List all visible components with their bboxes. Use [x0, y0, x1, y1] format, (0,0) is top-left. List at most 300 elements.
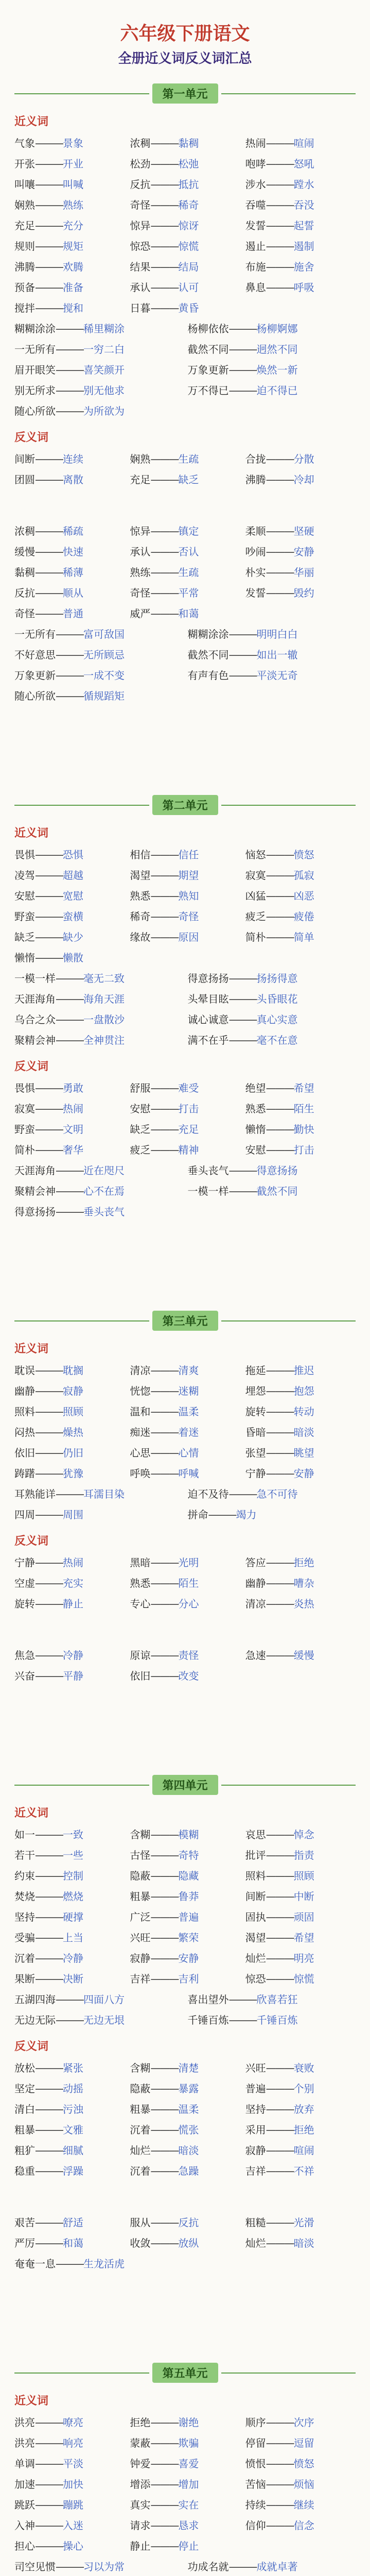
- paired-word: 生疏: [178, 453, 199, 465]
- unit-header: [14, 1775, 356, 1795]
- word: 喜出望外: [187, 1993, 229, 2006]
- word: 依旧: [14, 1447, 35, 1459]
- word: 顺序: [245, 2416, 266, 2429]
- word-pair: [14, 1162, 183, 1179]
- word-pair: [130, 1403, 240, 1420]
- word-pair: [14, 2080, 125, 2097]
- word: 拼命: [187, 1509, 208, 1521]
- paired-word: 平常: [178, 587, 199, 599]
- word: 叫嚷: [14, 178, 35, 191]
- unit-badge: 第一单元: [152, 83, 218, 104]
- word: 耽误: [14, 1364, 35, 1377]
- paired-word: 污浊: [63, 2103, 83, 2115]
- pair-dash: ———: [56, 364, 83, 376]
- paired-word: 毫不在意: [256, 1034, 298, 1046]
- pair-dash: ———: [35, 1649, 63, 1662]
- paired-word: 隐藏: [178, 1870, 199, 1882]
- word: 惊异: [130, 219, 151, 232]
- word-pair: [130, 1668, 240, 1684]
- word-pair: [188, 2558, 356, 2575]
- paired-word: 明亮: [293, 1952, 314, 1964]
- pair-dash: ———: [266, 2237, 294, 2249]
- paired-word: 信任: [178, 849, 199, 861]
- pair-dash: ———: [150, 566, 179, 579]
- paired-word: 光滑: [293, 2216, 314, 2229]
- paired-word: 欣喜若狂: [256, 1993, 298, 2006]
- word-pair: [188, 970, 356, 987]
- word: 热闹: [245, 137, 266, 149]
- word-pair: [130, 2414, 240, 2431]
- word-pair: [130, 1929, 240, 1946]
- word-pair: [130, 2060, 240, 2076]
- pair-dash: ———: [150, 1828, 179, 1841]
- paired-word: 华丽: [293, 566, 314, 579]
- pair-dash: ———: [150, 910, 179, 923]
- pair-dash: ———: [266, 1082, 294, 1094]
- pair-dash: ———: [150, 2458, 179, 2470]
- word-pair: [14, 2558, 183, 2575]
- word-pair: [14, 991, 183, 1007]
- word: 聚精会神: [14, 1034, 56, 1046]
- paired-word: 推迟: [293, 1364, 314, 1377]
- word-pair: [14, 1826, 125, 1843]
- idiom-grid: [14, 2558, 356, 2576]
- word: 功成名就: [187, 2561, 229, 2573]
- paired-word: 黏稠: [178, 137, 199, 149]
- word: 粗暴: [130, 2103, 151, 2115]
- word-pair: [188, 1991, 356, 2008]
- word: 疲乏: [245, 910, 266, 923]
- word: 娴熟: [14, 199, 35, 211]
- paired-word: 和蔼: [63, 2237, 83, 2249]
- paired-word: 燥热: [63, 1426, 83, 1438]
- pair-dash: ———: [150, 473, 179, 486]
- paired-word: 冷静: [63, 1952, 83, 1964]
- pair-dash: ———: [228, 649, 257, 661]
- pair-dash: ———: [266, 2144, 294, 2157]
- word-pair: [245, 279, 356, 296]
- paired-word: 眺望: [293, 1447, 314, 1459]
- word: 团圆: [14, 473, 35, 486]
- word-pair: [245, 2455, 356, 2472]
- pair-dash: ———: [228, 1013, 257, 1026]
- paired-word: 上当: [63, 1931, 83, 1944]
- paired-word: 慌张: [178, 2124, 199, 2136]
- paired-word: 反抗: [178, 2216, 199, 2229]
- pair-dash: ———: [266, 1556, 294, 1569]
- word: 得意扬扬: [14, 1206, 56, 1218]
- word-pair: [130, 1826, 240, 1843]
- word: 咆哮: [245, 158, 266, 170]
- section-gap: [14, 492, 356, 523]
- pair-dash: ———: [266, 2437, 294, 2449]
- pair-dash: ———: [35, 2082, 63, 2095]
- pair-dash: ———: [56, 628, 83, 640]
- word-pair: [245, 1554, 356, 1571]
- paired-word: 熟练: [63, 199, 83, 211]
- word-pair: [14, 647, 183, 663]
- paired-word: 逗留: [293, 2437, 314, 2449]
- word: 结果: [130, 261, 151, 273]
- pair-dash: ———: [35, 546, 63, 558]
- paired-word: 模糊: [178, 1828, 199, 1841]
- word-pair: [130, 888, 240, 904]
- word-pair: [14, 1868, 125, 1884]
- word: 奄奄一息: [14, 2258, 56, 2270]
- word-grid: [14, 135, 356, 316]
- paired-word: 暴露: [178, 2082, 199, 2095]
- pair-dash: ———: [35, 607, 63, 620]
- pair-dash: ———: [266, 240, 294, 252]
- word-pair: [188, 382, 356, 399]
- paired-word: 和蔼: [178, 607, 199, 620]
- word-pair: [245, 2476, 356, 2493]
- word-pair: [245, 2060, 356, 2076]
- paired-word: 普遍: [178, 1911, 199, 1923]
- word-pair: [245, 135, 356, 151]
- word-pair: [188, 991, 356, 1007]
- word: 稳重: [14, 2165, 35, 2177]
- category-label: 反义词: [14, 1535, 49, 1548]
- pair-dash: ———: [150, 1911, 179, 1923]
- pair-dash: ———: [56, 690, 83, 702]
- word-pair: [14, 362, 183, 378]
- word: 凶猛: [245, 890, 266, 902]
- paired-word: 孤寂: [293, 869, 314, 882]
- word: 规则: [14, 240, 35, 252]
- unit-section: [14, 1775, 356, 2272]
- word: 寂静: [130, 1952, 151, 1964]
- pair-dash: ———: [35, 473, 63, 486]
- paired-word: 繁荣: [178, 1931, 199, 1944]
- word: 遏止: [245, 240, 266, 252]
- word-pair: [14, 523, 125, 539]
- paired-word: 景象: [63, 137, 83, 149]
- word-pair: [245, 238, 356, 255]
- pair-dash: ———: [35, 2540, 63, 2552]
- pair-dash: ———: [35, 1144, 63, 1156]
- pair-dash: ———: [228, 1034, 257, 1046]
- word: 反抗: [130, 178, 151, 191]
- paired-word: 转动: [293, 1405, 314, 1418]
- pair-dash: ———: [266, 931, 294, 943]
- paired-word: 信念: [293, 2519, 314, 2532]
- word: 跳跃: [14, 2499, 35, 2511]
- pair-dash: ———: [35, 1828, 63, 1841]
- pair-dash: ———: [266, 1849, 294, 1861]
- paired-word: 头昏眼花: [256, 993, 298, 1005]
- word: 涉水: [245, 178, 266, 191]
- category-label: 反义词: [14, 2040, 49, 2053]
- word-pair: [188, 1011, 356, 1028]
- word-pair: [188, 1032, 356, 1048]
- divider-line: [221, 1785, 356, 1786]
- word: 耳熟能详: [14, 1488, 56, 1500]
- pair-dash: ———: [266, 2478, 294, 2490]
- word-pair: [130, 1445, 240, 1461]
- pair-dash: ———: [150, 1144, 179, 1156]
- word: 间断: [245, 1890, 266, 1903]
- word: 吉祥: [245, 2165, 266, 2177]
- category-label: 反义词: [14, 1060, 49, 1073]
- pair-dash: ———: [266, 2103, 294, 2115]
- word-pair: [130, 1868, 240, 1884]
- paired-word: 周围: [63, 1509, 83, 1521]
- paired-word: 稀奇: [178, 199, 199, 211]
- word: 粗糙: [245, 2216, 266, 2229]
- word-pair: [14, 451, 125, 467]
- page-title: 六年级下册语文: [120, 23, 250, 44]
- word: 真实: [130, 2499, 151, 2511]
- paired-word: 分心: [178, 1598, 199, 1610]
- word: 隐蔽: [130, 2082, 151, 2095]
- word-pair: [14, 1929, 125, 1946]
- paired-word: 普通: [63, 607, 83, 620]
- word: 搅拌: [14, 302, 35, 314]
- idiom-grid: [14, 1162, 356, 1220]
- word: 愤恨: [245, 2458, 266, 2470]
- word: 吉祥: [130, 1973, 151, 1985]
- paired-word: 缺少: [63, 931, 83, 943]
- word-pair: [130, 544, 240, 560]
- word: 吞噬: [245, 199, 266, 211]
- word: 坚持: [14, 1911, 35, 1923]
- unit-gap: [14, 1224, 356, 1296]
- word-pair: [130, 867, 240, 884]
- word: 昏暗: [245, 1426, 266, 1438]
- word: 日暮: [130, 302, 151, 314]
- word: 拒绝: [130, 2416, 151, 2429]
- paired-word: 喜爱: [178, 2458, 199, 2470]
- word-pair: [14, 156, 125, 172]
- word-pair: [14, 176, 125, 193]
- word-pair: [14, 1486, 183, 1502]
- paired-word: 缺乏: [178, 473, 199, 486]
- word: 广泛: [130, 1911, 151, 1923]
- paired-word: 懒散: [63, 952, 83, 964]
- word-pair: [130, 1383, 240, 1399]
- word: 威严: [130, 607, 151, 620]
- paired-word: 连续: [63, 453, 83, 465]
- word-pair: [14, 259, 125, 275]
- word: 不好意思: [14, 649, 56, 661]
- pair-dash: ———: [266, 2165, 294, 2177]
- word-pair: [245, 1847, 356, 1863]
- word: 发誓: [245, 219, 266, 232]
- category-label: 近义词: [14, 827, 49, 840]
- paired-word: 毁约: [293, 587, 314, 599]
- pair-dash: ———: [35, 1890, 63, 1903]
- pair-dash: ———: [35, 931, 63, 943]
- word-pair: [245, 451, 356, 467]
- word: 发誓: [245, 587, 266, 599]
- paired-word: 奇特: [178, 1849, 199, 1861]
- category-label: 近义词: [14, 115, 49, 128]
- word: 旋转: [245, 1405, 266, 1418]
- pair-dash: ———: [150, 1577, 179, 1589]
- word-pair: [245, 156, 356, 172]
- pair-dash: ———: [35, 261, 63, 273]
- pair-dash: ———: [35, 1870, 63, 1882]
- paired-word: 难受: [178, 1082, 199, 1094]
- word-pair: [130, 1424, 240, 1440]
- paired-word: 一穷二白: [83, 343, 125, 355]
- word-pair: [14, 1403, 125, 1420]
- word-pair: [188, 341, 356, 358]
- pair-dash: ———: [150, 2519, 179, 2532]
- word: 沉着: [130, 2124, 151, 2136]
- word-pair: [14, 382, 183, 399]
- word-pair: [130, 1950, 240, 1967]
- pair-dash: ———: [266, 2416, 294, 2429]
- pair-dash: ———: [228, 1164, 257, 1177]
- paired-word: 温柔: [178, 1405, 199, 1418]
- word-pair: [245, 2414, 356, 2431]
- pair-dash: ———: [35, 1082, 63, 1094]
- paired-word: 拒绝: [293, 1556, 314, 1569]
- word: 专心: [130, 1598, 151, 1610]
- word-pair: [130, 259, 240, 275]
- paired-word: 结局: [178, 261, 199, 273]
- pair-dash: ———: [266, 2082, 294, 2095]
- paired-word: 规矩: [63, 240, 83, 252]
- word: 若干: [14, 1849, 35, 1861]
- paired-word: 充实: [63, 1577, 83, 1589]
- pair-dash: ———: [35, 1447, 63, 1459]
- word: 普遍: [245, 2082, 266, 2095]
- word: 简朴: [14, 1144, 35, 1156]
- word-grid: [14, 1826, 356, 1987]
- pair-dash: ———: [266, 2458, 294, 2470]
- paired-word: 坚硬: [293, 525, 314, 537]
- category-label: 近义词: [14, 1807, 49, 1820]
- pair-dash: ———: [150, 890, 179, 902]
- pair-dash: ———: [150, 158, 179, 170]
- unit-gap: [14, 708, 356, 781]
- word: 严厉: [14, 2237, 35, 2249]
- paired-word: 热闹: [63, 1556, 83, 1569]
- paired-word: 指责: [293, 1849, 314, 1861]
- pair-dash: ———: [56, 649, 83, 661]
- pair-dash: ———: [266, 1123, 294, 1136]
- word-pair: [14, 1445, 125, 1461]
- word: 空虚: [14, 1577, 35, 1589]
- word: 绝望: [245, 1082, 266, 1094]
- word: 万象更新: [187, 364, 229, 376]
- pair-dash: ———: [150, 2478, 179, 2490]
- word-pair: [130, 846, 240, 863]
- word-pair: [14, 2414, 125, 2431]
- pair-dash: ———: [150, 1556, 179, 1569]
- pair-dash: ———: [35, 1598, 63, 1610]
- pair-dash: ———: [150, 1405, 179, 1418]
- word: 踌躇: [14, 1467, 35, 1480]
- word-pair: [245, 1826, 356, 1843]
- pair-dash: ———: [150, 2216, 179, 2229]
- word: 安慰: [130, 1103, 151, 1115]
- paired-word: 衰败: [293, 2062, 314, 2074]
- word: 充足: [130, 473, 151, 486]
- word-pair: [14, 950, 125, 966]
- pair-dash: ———: [266, 2216, 294, 2229]
- word: 黑暗: [130, 1556, 151, 1569]
- word-pair: [130, 564, 240, 581]
- pair-dash: ———: [35, 453, 63, 465]
- pair-dash: ———: [266, 587, 294, 599]
- pair-dash: ———: [150, 1447, 179, 1459]
- paired-word: 燃烧: [63, 1890, 83, 1903]
- word-pair: [14, 2235, 125, 2251]
- paired-word: 勤快: [293, 1123, 314, 1136]
- word-pair: [14, 1080, 125, 1096]
- pair-dash: ———: [35, 1103, 63, 1115]
- pair-dash: ———: [266, 473, 294, 486]
- word: 娴熟: [130, 453, 151, 465]
- word-pair: [130, 1847, 240, 1863]
- paired-word: 四面八方: [83, 1993, 125, 2006]
- pair-dash: ———: [150, 869, 179, 882]
- paired-word: 暗淡: [178, 2144, 199, 2157]
- paired-word: 打击: [293, 1144, 314, 1156]
- word: 柔顺: [245, 525, 266, 537]
- word: 沉着: [14, 1952, 35, 1964]
- paired-word: 平淡: [63, 2458, 83, 2470]
- word: 天涯海角: [14, 1164, 56, 1177]
- pair-dash: ———: [35, 137, 63, 149]
- word: 杨柳依依: [187, 323, 229, 335]
- pair-dash: ———: [35, 1952, 63, 1964]
- paired-word: 充足: [178, 1123, 199, 1136]
- paired-word: 暗淡: [293, 2237, 314, 2249]
- paired-word: 心情: [178, 1447, 199, 1459]
- word-pair: [245, 176, 356, 193]
- paired-word: 安静: [293, 1467, 314, 1480]
- units-container: [14, 83, 356, 2576]
- paired-word: 安静: [293, 546, 314, 558]
- paired-word: 心不在焉: [83, 1185, 125, 1197]
- word-pair: [130, 523, 240, 539]
- pair-dash: ———: [35, 952, 63, 964]
- pair-dash: ———: [228, 1185, 257, 1197]
- word-pair: [188, 1183, 356, 1199]
- pair-dash: ———: [266, 1385, 294, 1397]
- paired-word: 吉利: [178, 1973, 199, 1985]
- word-pair: [188, 1506, 356, 1523]
- word-pair: [130, 1647, 240, 1664]
- word-pair: [245, 846, 356, 863]
- pair-dash: ———: [266, 1426, 294, 1438]
- word-pair: [245, 1888, 356, 1905]
- paired-word: 蛮横: [63, 910, 83, 923]
- word: 单调: [14, 2458, 35, 2470]
- paired-word: 奢华: [63, 1144, 83, 1156]
- word-pair: [245, 1080, 356, 1096]
- word-pair: [130, 1465, 240, 1482]
- paired-word: 急不可待: [256, 1488, 298, 1500]
- pair-dash: ———: [150, 2124, 179, 2136]
- word-pair: [245, 2497, 356, 2513]
- pair-dash: ———: [266, 1103, 294, 1115]
- pair-dash: ———: [150, 453, 179, 465]
- word-pair: [130, 451, 240, 467]
- paired-word: 怒吼: [293, 158, 314, 170]
- word: 灿烂: [245, 2237, 266, 2249]
- word-grid: [14, 846, 356, 966]
- paired-word: 宽慰: [63, 890, 83, 902]
- pair-dash: ———: [266, 219, 294, 232]
- pair-dash: ———: [35, 2458, 63, 2470]
- word-pair: [130, 2455, 240, 2472]
